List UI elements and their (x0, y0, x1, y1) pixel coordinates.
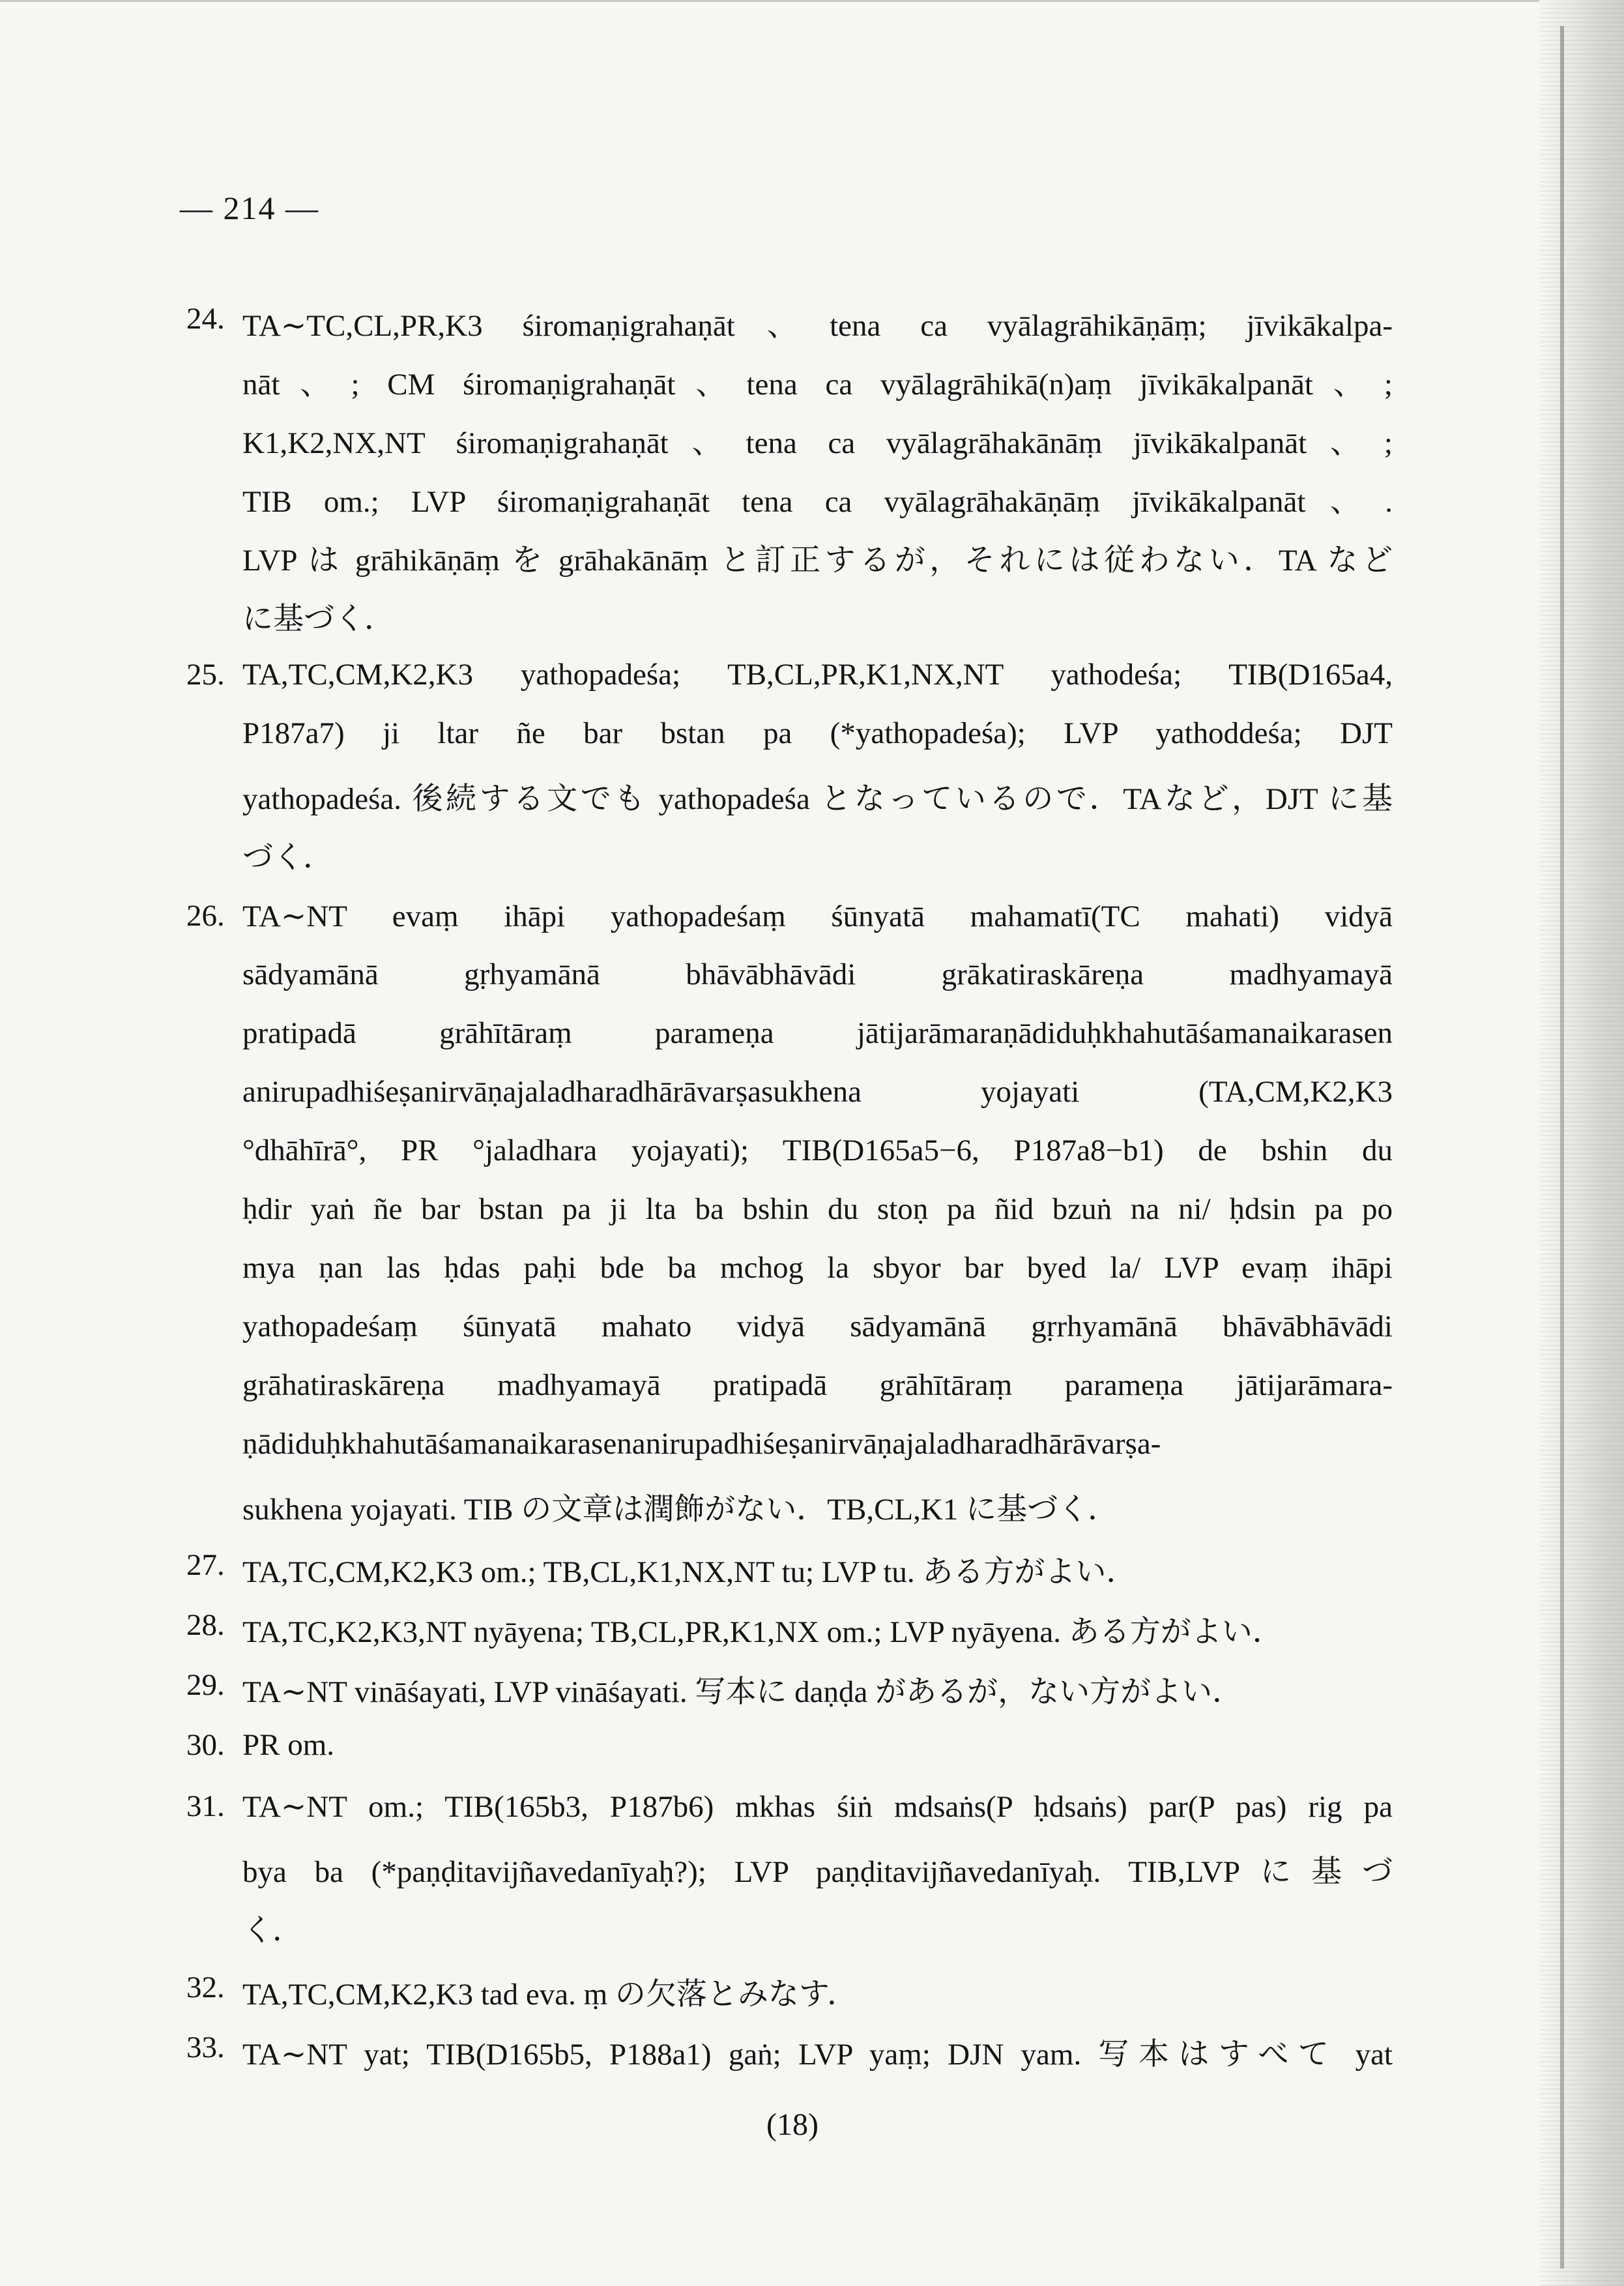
note-line: PR om. (242, 1728, 335, 1762)
note-line: く． (242, 1914, 304, 1948)
page-number: — 214 — (180, 190, 319, 226)
note-line: づく． (242, 841, 334, 875)
note-line: TA∼NT evaṃ ihāpi yathopadeśaṃ śūnyatā mahamatī(TC mahati) vidyā (242, 900, 1393, 933)
note-line: pratipadā grāhītāraṃ parameṇa jātijarāmaraṇādiduḥkhahutāśamanaikarasen (242, 1016, 1393, 1050)
note-number: 29. (186, 1668, 225, 1702)
note-line: mya ṇan las ḥdas paḥi bde ba mchog la sbyor bar byed la/ LVP evaṃ ihāpi (242, 1251, 1393, 1285)
note-line: bya ba (*paṇḍitavijñavedanīyaḥ?); LVP paṇḍitavijñavedanīyaḥ. TIB,LVPに基づ (242, 1855, 1393, 1889)
note-line: anirupadhiśeṣanirvāṇajaladharadhārāvarṣasukhena yojayati (TA,CM,K2,K3 (242, 1075, 1393, 1109)
note-line: に基づく． (242, 602, 396, 636)
note-line: K1,K2,NX,NT śiromaṇigrahaṇāt、tena ca vyālagrāhakānāṃ jīvikākalpanāt、; (242, 426, 1393, 460)
note-line: sādyamānā gṛhyamānā bhāvābhāvādi grākatiraskāreṇa madhyamayā (242, 958, 1393, 991)
note-line: TA∼NT om.; TIB(165b3, P187b6) mkhas śiṅ mdsaṅs(P ḥdsaṅs) par(P pas) rig pa (242, 1790, 1393, 1824)
note-line: TA∼NT vināśayati, LVP vināśayati. 写本に daṇḍa があるが，ない方がよい． (242, 1675, 1243, 1709)
note-line: TA,TC,K2,K3,NT nyāyena; TB,CL,PR,K1,NX om.; LVP nyāyena. ある方がよい． (242, 1615, 1283, 1649)
note-number: 31. (186, 1789, 225, 1823)
note-line: TA,TC,CM,K2,K3 om.; TB,CL,K1,NX,NT tu; LVP tu. ある方がよい． (242, 1555, 1137, 1589)
note-number: 26. (186, 899, 225, 933)
note-number: 28. (186, 1608, 225, 1642)
note-number: 25. (186, 658, 225, 692)
note-number: 27. (186, 1548, 225, 1582)
note-line: grāhatiraskāreṇa madhyamayā pratipadā grāhītāraṃ parameṇa jātijarāmara- (242, 1368, 1393, 1402)
note-number: 24. (186, 302, 225, 336)
note-line: yathopadeśa. 後続する文でも yathopadeśa となっているので．TAなど，DJT に基 (242, 782, 1393, 816)
note-line: TA∼TC,CL,PR,K3 śiromaṇigrahaṇāt、tena ca vyālagrāhikāṇāṃ; jīvikākalpa- (242, 309, 1393, 343)
note-line: sukhena yojayati. TIB の文章は潤飾がない．TB,CL,K1 に基づく． (242, 1493, 1119, 1527)
note-line: LVP は grāhikāṇāṃ を grāhakānāṃ と訂正するが，それには従わない．TA など (242, 544, 1393, 578)
note-line: TA,TC,CM,K2,K3 yathopadeśa; TB,CL,PR,K1,NX,NT yathodeśa; TIB(D165a4, (242, 658, 1393, 692)
note-line: ṇādiduḥkhahutāśamanaikarasenanirupadhiśeṣanirvāṇajaladharadhārāvarṣa- (242, 1427, 1161, 1461)
note-line: TA∼NT yat; TIB(D165b5, P188a1) gaṅ; LVP yaṃ; DJN yam. 写本はすべて yat (242, 2038, 1393, 2072)
note-line: nāt、; CM śiromaṇigrahaṇāt、tena ca vyālagrāhikā(n)aṃ jīvikākalpanāt、; (242, 368, 1393, 402)
note-line: ḥdir yaṅ ñe bar bstan pa ji lta ba bshin du stoṇ pa ñid bzuṅ na ni/ ḥdsin pa po (242, 1192, 1393, 1226)
note-line: TIB om.; LVP śiromaṇigrahaṇāt tena ca vyālagrāhakāṇāṃ jīvikākalpanāt、. (242, 485, 1393, 519)
note-number: 32. (186, 1971, 225, 2004)
note-line: P187a7) ji ltar ñe bar bstan pa (*yathopadeśa); LVP yathoddeśa; DJT (242, 716, 1393, 750)
note-number: 30. (186, 1728, 225, 1762)
note-line: yathopadeśaṃ śūnyatā mahato vidyā sādyamānā gṛrhyamānā bhāvābhāvādi (242, 1310, 1393, 1343)
note-line: TA,TC,CM,K2,K3 tad eva. ṃ の欠落とみなす． (242, 1978, 858, 2012)
footer-folio: (18) (766, 2107, 819, 2142)
note-line: °dhāhīrā°, PR °jaladhara yojayati); TIB(D165a5−6, P187a8−b1) de bshin du (242, 1134, 1393, 1167)
note-number: 33. (186, 2030, 225, 2064)
